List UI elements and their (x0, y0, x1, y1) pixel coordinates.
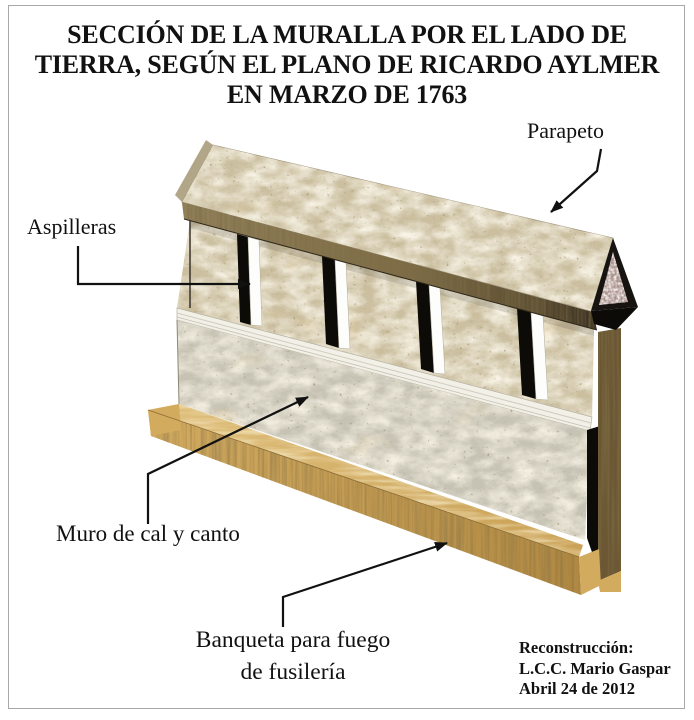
credit-line-2: L.C.C. Mario Gaspar (519, 658, 671, 678)
banqueta-right-end (579, 549, 601, 595)
parapeto-arrow (551, 149, 601, 212)
muro-label: Muro de cal y canto (56, 521, 240, 546)
banqueta-label-line-1: Banqueta para fuego (195, 627, 391, 653)
aspilleras-label: Aspilleras (27, 214, 117, 239)
title-line-2: TIERRA, SEGÚN EL PLANO DE RICARDO AYLMER (34, 50, 660, 79)
parapeto-label: Parapeto (527, 118, 604, 143)
credit-line-3: Abril 24 de 2012 (519, 679, 635, 698)
banqueta-label (165, 624, 421, 688)
title-line-3: EN MARZO DE 1763 (226, 80, 468, 109)
title-line-1: SECCIÓN DE LA MURALLA POR EL LADO DE (67, 20, 627, 49)
credit-block (519, 638, 671, 700)
banqueta-label-line-2: de fusilería (240, 659, 346, 685)
credit-line-1: Reconstrucción: (519, 638, 634, 657)
page-title (0, 20, 694, 110)
banqueta-arrow (283, 543, 447, 627)
cap-underside-shadow (591, 307, 638, 330)
